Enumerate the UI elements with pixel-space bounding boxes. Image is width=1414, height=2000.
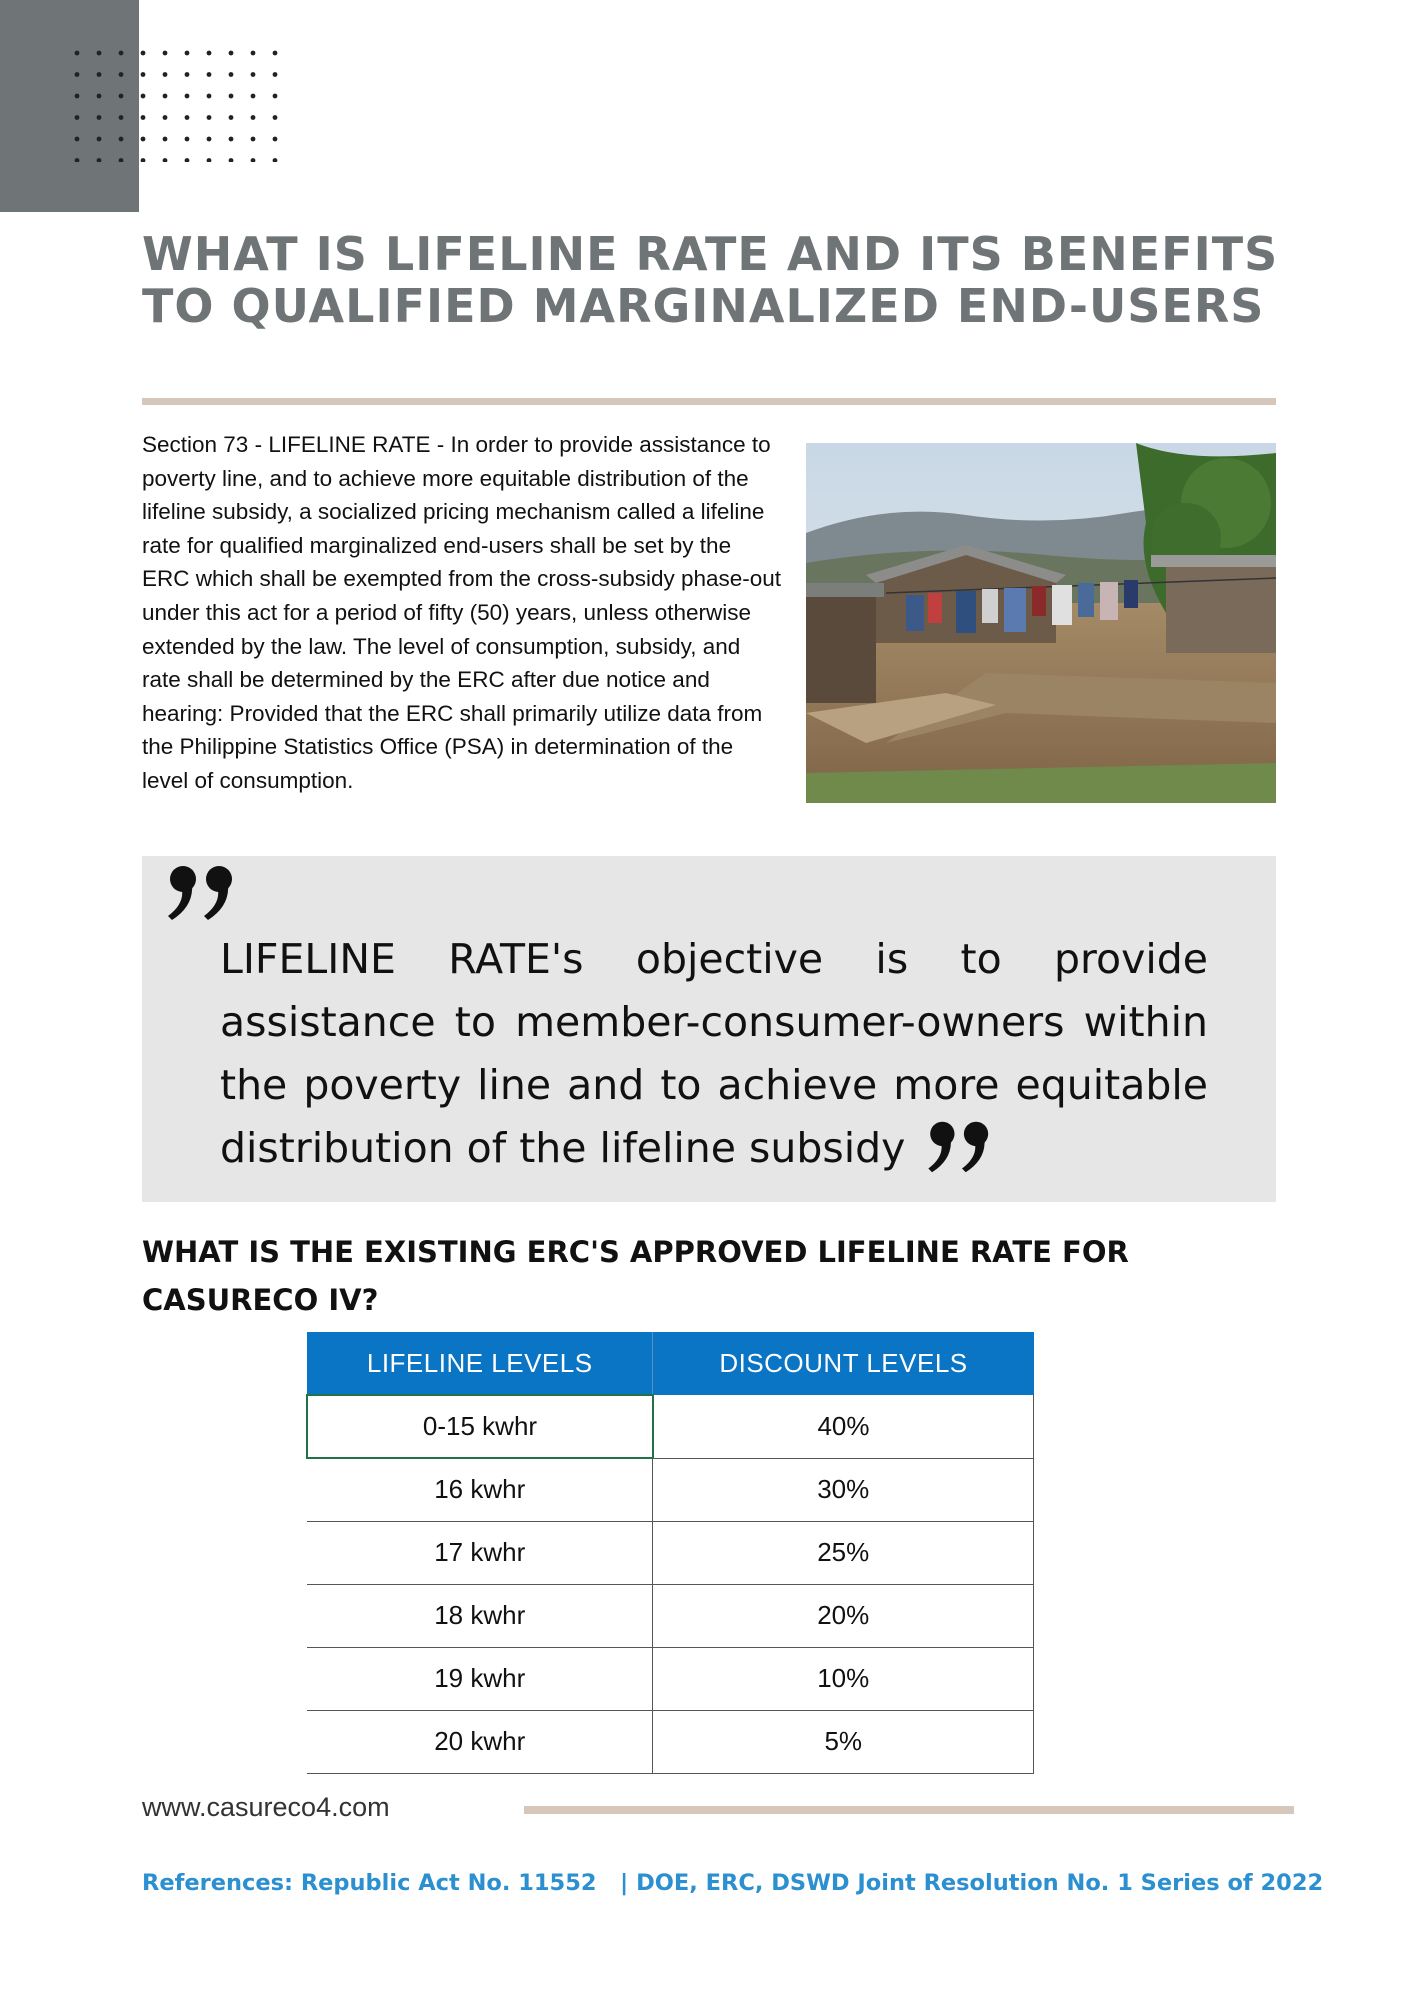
dot	[185, 115, 190, 120]
dot	[97, 94, 102, 99]
header-discount-levels: DISCOUNT LEVELS	[653, 1332, 1034, 1395]
question-line-2: CASURECO IV?	[142, 1283, 379, 1317]
dot	[251, 94, 256, 99]
lifeline-level-cell: 18 kwhr	[307, 1584, 653, 1647]
dot	[273, 115, 278, 120]
dot	[163, 115, 168, 120]
dot	[185, 72, 190, 77]
dot	[207, 158, 212, 162]
dot	[141, 94, 146, 99]
dot	[207, 115, 212, 120]
table-row	[307, 1710, 1034, 1773]
discount-level-cell: 30%	[653, 1458, 1034, 1521]
dot	[273, 137, 278, 142]
dot	[75, 72, 80, 77]
dot	[185, 158, 190, 162]
website-link[interactable]: www.casureco4.com	[142, 1792, 390, 1822]
dot	[75, 51, 80, 56]
dot	[185, 94, 190, 99]
dot	[273, 51, 278, 56]
table-row	[307, 1647, 1034, 1710]
quote-open-icon	[168, 862, 240, 924]
dot	[119, 115, 124, 120]
dot	[207, 94, 212, 99]
dot	[229, 51, 234, 56]
dot	[229, 94, 234, 99]
dot	[141, 115, 146, 120]
references-line: References: Republic Act No. 11552 | DOE, ERC, DSWD Joint Resolution No. 1 Series of 2022	[142, 1870, 1324, 1896]
divider-top	[142, 398, 1276, 405]
dot	[229, 137, 234, 142]
dot	[119, 72, 124, 77]
question-line-1: WHAT IS THE EXISTING ERC'S APPROVED LIFELINE RATE FOR	[142, 1235, 1129, 1269]
dot	[251, 115, 256, 120]
table-header-row	[307, 1332, 1034, 1395]
dot	[185, 51, 190, 56]
dot	[97, 72, 102, 77]
title-line-2: TO QUALIFIED MARGINALIZED END-USERS	[142, 279, 1265, 333]
dot	[251, 137, 256, 142]
lifeline-level-cell: 19 kwhr	[307, 1647, 653, 1710]
dot	[141, 72, 146, 77]
discount-level-cell: 20%	[653, 1584, 1034, 1647]
dot	[273, 94, 278, 99]
dot	[141, 158, 146, 162]
dot	[229, 72, 234, 77]
discount-level-cell: 40%	[653, 1395, 1034, 1458]
dot	[207, 51, 212, 56]
quote-close-icon	[927, 1118, 997, 1176]
lifeline-level-cell: 20 kwhr	[307, 1710, 653, 1773]
dot	[97, 137, 102, 142]
dot	[229, 115, 234, 120]
dot	[75, 115, 80, 120]
dot	[141, 51, 146, 56]
dot	[141, 137, 146, 142]
dot	[119, 158, 124, 162]
dot	[119, 137, 124, 142]
dot	[163, 94, 168, 99]
dot	[163, 137, 168, 142]
dot	[163, 72, 168, 77]
dot	[207, 137, 212, 142]
dot	[273, 158, 278, 162]
dot	[75, 94, 80, 99]
dot	[251, 72, 256, 77]
lifeline-level-cell[interactable]: 0-15 kwhr	[307, 1395, 653, 1458]
dot	[185, 137, 190, 142]
dot	[251, 51, 256, 56]
dot	[75, 137, 80, 142]
table-row	[307, 1521, 1034, 1584]
dot	[163, 158, 168, 162]
header-lifeline-levels: LIFELINE LEVELS	[307, 1332, 653, 1395]
table-row	[307, 1395, 1034, 1458]
lifeline-level-cell: 17 kwhr	[307, 1521, 653, 1584]
lifeline-rate-question	[142, 1228, 1142, 1324]
dot	[273, 72, 278, 77]
discount-level-cell: 10%	[653, 1647, 1034, 1710]
village-photo	[806, 443, 1276, 803]
dot	[119, 94, 124, 99]
quote-text	[220, 928, 1208, 1180]
dot-grid-decoration	[74, 50, 284, 162]
dot	[75, 158, 80, 162]
dot	[163, 51, 168, 56]
title-line-1: WHAT IS LIFELINE RATE AND ITS BENEFITS	[142, 227, 1279, 281]
dot	[97, 115, 102, 120]
section-73-text: Section 73 - LIFELINE RATE - In order to provide assistance to poverty line, and to achieve more equitable distribution of the lifeline subsidy, a socialized pricing mechanism called a lifeline rate for qualified marginalized end-users shall be set by the ERC which shall be exempted from the cross-subsidy phase-out under this act for a period of fifty (50) years, unless otherwise extended by the law. The level of consumption, subsidy, and rate shall be determined by the ERC after due notice and hearing: Provided that the ERC shall primarily utilize data from the Philippine Statistics Office (PSA) in determination of the level of consumption.	[142, 432, 782, 793]
quote-body: LIFELINE RATE's objective is to provide assistance to member-consumer-owners within the poverty line and to achieve more equitable distribution of the lifeline subsidy	[220, 935, 1208, 1172]
table-row	[307, 1458, 1034, 1521]
discount-level-cell: 25%	[653, 1521, 1034, 1584]
lifeline-rate-table	[306, 1332, 1034, 1774]
page-title	[142, 228, 1322, 332]
divider-bottom	[524, 1806, 1294, 1814]
table-row	[307, 1584, 1034, 1647]
dot	[119, 51, 124, 56]
dot	[97, 158, 102, 162]
dot	[207, 72, 212, 77]
dot	[97, 51, 102, 56]
discount-level-cell: 5%	[653, 1710, 1034, 1773]
dot	[251, 158, 256, 162]
lifeline-level-cell: 16 kwhr	[307, 1458, 653, 1521]
dot	[229, 158, 234, 162]
